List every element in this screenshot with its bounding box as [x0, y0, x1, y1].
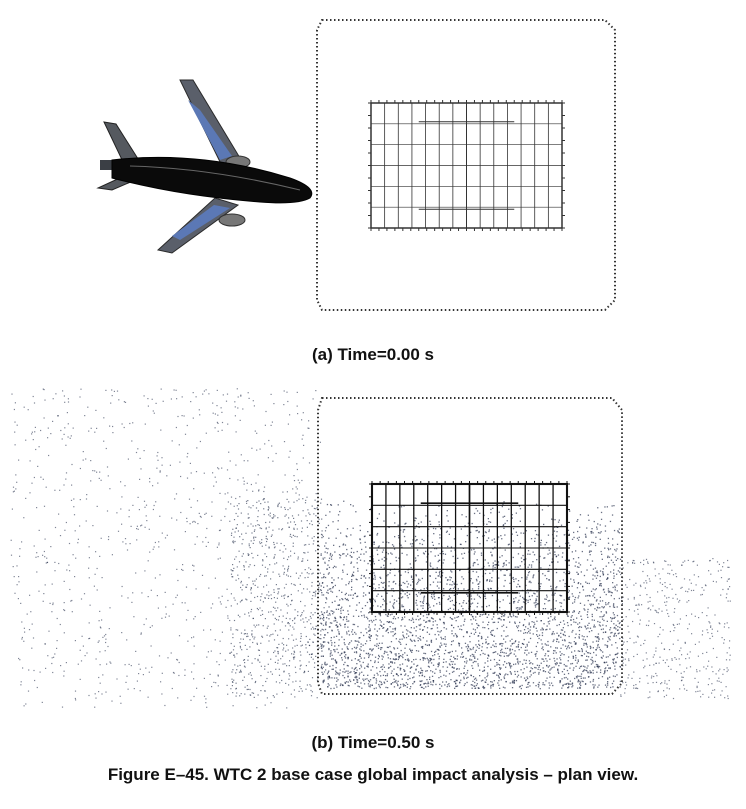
airplane-upper-wing	[180, 80, 240, 166]
airplane-fuselage	[112, 157, 312, 203]
panel-a-time-0	[0, 0, 746, 340]
airplane-engine-lower	[219, 214, 245, 226]
core-structure-b	[369, 481, 570, 615]
plan-view-t050	[0, 378, 746, 724]
figure-caption: Figure E–45. WTC 2 base case global impact analysis – plan view.	[107, 765, 639, 784]
caption-panel-a: (a) Time=0.00 s	[311, 345, 435, 364]
core-structure-a	[368, 100, 565, 231]
plan-view-t0	[0, 0, 746, 340]
panel-b-time-050	[0, 378, 746, 724]
caption-panel-b: (b) Time=0.50 s	[311, 733, 435, 752]
airplane-model	[98, 80, 312, 253]
